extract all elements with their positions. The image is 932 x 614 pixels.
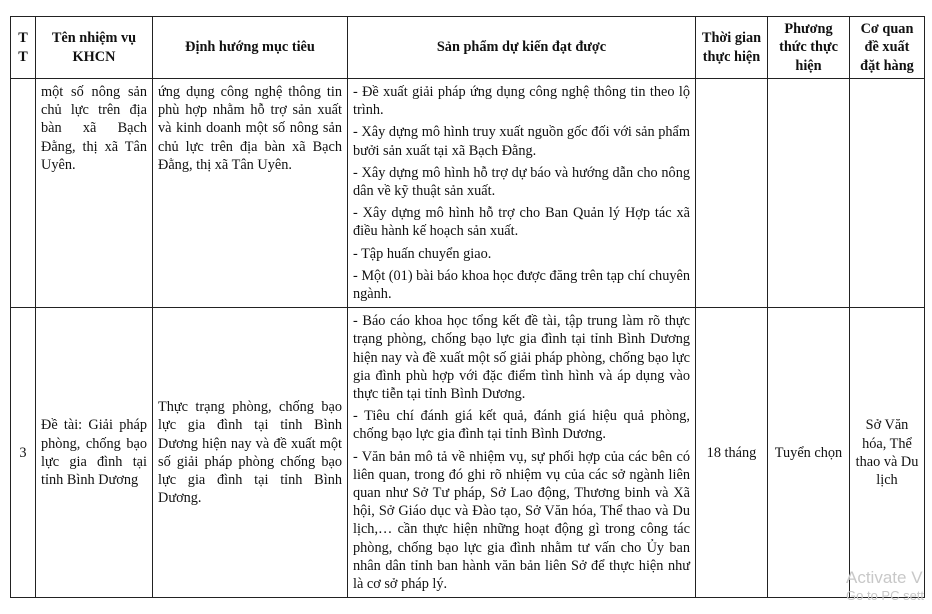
watermark-subtitle: Go to PC sett [846, 588, 925, 603]
product-item: - Tiêu chí đánh giá kết quả, đánh giá hiệu quả phòng, chống bạo lực gia đình tại tỉnh Bình Dương. [353, 408, 690, 443]
product-item: - Tập huấn chuyển giao. [353, 245, 492, 262]
goal-cell: Thực trạng phòng, chống bạo lực gia đình tại tỉnh Bình Dương hiện nay và đề xuất một số giải pháp phòng chống bạo lực gia đình tại tỉnh Bình Dương. [153, 308, 348, 598]
product-item: - Văn bản mô tả về nhiệm vụ, sự phối hợp của các bên có liên quan, trong đó ghi rõ nhiệm vụ của các sở ngành liên quan như Sở Tư pháp, Sở Lao động, Thương binh và Xã hội, Sở Giáo dục và Đào tạo, Sở Văn hóa, Thể thao và Du lịch,… cần thực hiện những hoạt động gì trong công tác phòng, chống bạo lực gia đình nhằm tư vấn cho Ủy ban nhân dân tỉnh ban hành văn bản liên Sở để thực hiện như là cơ sở pháp lý. [353, 448, 690, 593]
product-item: - Xây dựng mô hình hỗ trợ dự báo và hướng dẫn cho nông dân về kỹ thuật sản xuất. [353, 164, 690, 200]
header-task-name: Tên nhiệm vụ KHCN [36, 17, 153, 79]
agency-cell [850, 79, 925, 308]
row-tt [11, 79, 36, 308]
method-cell: Tuyển chọn [768, 308, 850, 598]
header-goal: Định hướng mục tiêu [153, 17, 348, 79]
row-tt: 3 [11, 308, 36, 598]
activation-watermark [846, 568, 924, 604]
science-tasks-table [10, 16, 925, 598]
watermark-title: Activate V [846, 568, 923, 587]
products-cell [348, 79, 696, 308]
header-products: Sản phẩm dự kiến đạt được [348, 17, 696, 79]
product-item: - Đề xuất giải pháp ứng dụng công nghệ thông tin theo lộ trình. [353, 84, 690, 119]
product-item: - Xây dựng mô hình hỗ trợ cho Ban Quản lý Hợp tác xã điều hành kế hoạch sản xuất. [353, 205, 690, 240]
agency-cell: Sở Văn hóa, Thể thao và Du lịch [850, 308, 925, 598]
product-item: - Xây dựng mô hình truy xuất nguồn gốc đối với sản phẩm bưởi sản xuất tại xã Bạch Đằng. [353, 124, 690, 159]
table-row [11, 308, 925, 598]
task-name-cell: một số nông sản chủ lực trên địa bàn xã Bạch Đằng, thị xã Tân Uyên. [36, 79, 153, 308]
task-name-cell: Đề tài: Giải pháp phòng, chống bạo lực gia đình tại tỉnh Bình Dương [36, 308, 153, 598]
header-row [11, 17, 925, 79]
time-cell: 18 tháng [696, 308, 768, 598]
time-cell [696, 79, 768, 308]
header-time: Thời gian thực hiện [696, 17, 768, 79]
goal-cell: ứng dụng công nghệ thông tin phù hợp nhằm hỗ trợ sản xuất và kinh doanh một số nông sản chủ lực trên địa bàn xã Bạch Đằng, thị xã Tân Uyên. [153, 79, 348, 308]
product-item: - Báo cáo khoa học tổng kết đề tài, tập trung làm rõ thực trạng phòng, chống bạo lực gia đình tại tỉnh Bình Dương hiện nay và đề xuất một số giải pháp phòng, chống bạo lực gia đình phù hợp với đặc điểm tình hình và áp dụng vào thực tiễn tại tỉnh Bình Dương. [353, 313, 690, 403]
table-row [11, 79, 925, 308]
header-agency: Cơ quan đề xuất đặt hàng [850, 17, 925, 79]
header-method: Phương thức thực hiện [768, 17, 850, 79]
products-cell [348, 308, 696, 598]
product-item: - Một (01) bài báo khoa học được đăng trên tạp chí chuyên ngành. [353, 267, 690, 303]
method-cell [768, 79, 850, 308]
header-tt: T T [11, 17, 36, 79]
